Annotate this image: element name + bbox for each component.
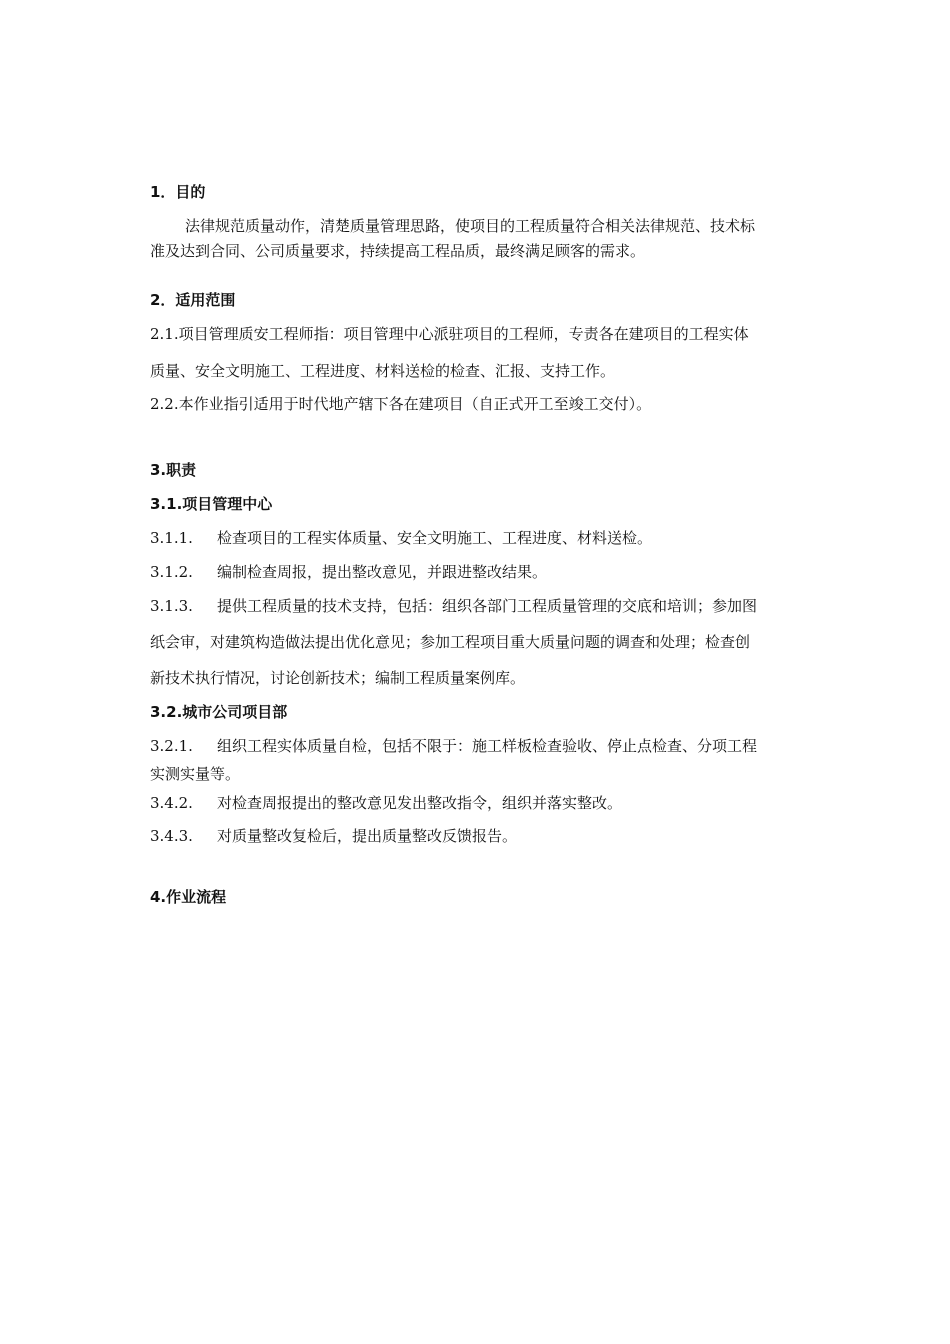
item-3-2-1-line-2: 实测实量等。	[150, 765, 241, 783]
item-number: 3.4.3.	[150, 827, 193, 845]
item-text: 编制检查周报，提出整改意见，并跟进整改结果。	[217, 563, 548, 581]
item-text: 检查项目的工程实体质量、安全文明施工、工程进度、材料送检。	[217, 529, 653, 547]
item-3-1-3-line-3: 新技术执行情况，讨论创新技术；编制工程质量案例库。	[150, 669, 526, 687]
item-2-2: 2.2.本作业指引适用于时代地产辖下各在建项目（自正式开工至竣工交付）。	[150, 395, 652, 413]
item-number: 3.1.1.	[150, 529, 193, 547]
subsection-3-1-heading: 3.1.项目管理中心	[150, 495, 273, 513]
item-text: 对质量整改复检后，提出质量整改反馈报告。	[217, 827, 518, 845]
item-2-1-line-2: 质量、安全文明施工、工程进度、材料送检的检查、汇报、支持工作。	[150, 362, 616, 380]
item-text: 组织工程实体质量自检，包括不限于：施工样板检查验收、停止点检查、分项工程	[217, 737, 758, 755]
section-3-heading: 3.职责	[150, 461, 197, 479]
subsection-3-2-heading: 3.2.城市公司项目部	[150, 703, 288, 721]
item-number: 3.1.2.	[150, 563, 193, 581]
item-number: 3.2.1.	[150, 737, 193, 755]
item-number: 3.1.3.	[150, 597, 193, 615]
item-3-1-1	[150, 528, 652, 548]
section-2-heading: 2．适用范围	[150, 291, 236, 309]
section-1-heading: 1．目的	[150, 183, 206, 201]
section-1-paragraph-line-2: 准及达到合同、公司质量要求，持续提高工程品质，最终满足顾客的需求。	[150, 242, 646, 260]
item-text: 对检查周报提出的整改意见发出整改指令，组织并落实整改。	[217, 794, 623, 812]
item-3-1-3-line-1	[150, 596, 757, 616]
item-3-1-2	[150, 562, 547, 582]
item-2-1-line-1: 2.1.项目管理质安工程师指：项目管理中心派驻项目的工程师，专责各在建项目的工程实体	[150, 325, 749, 343]
section-4-heading: 4.作业流程	[150, 888, 227, 906]
item-text: 提供工程质量的技术支持，包括：组织各部门工程质量管理的交底和培训；参加图	[217, 597, 758, 615]
section-1-paragraph-line-1: 法律规范质量动作，清楚质量管理思路，使项目的工程质量符合相关法律规范、技术标	[185, 217, 756, 235]
item-3-1-3-line-2: 纸会审，对建筑构造做法提出优化意见；参加工程项目重大质量问题的调查和处理；检查创	[150, 633, 751, 651]
item-3-2-1-line-1	[150, 736, 757, 756]
item-3-4-2	[150, 793, 622, 813]
item-3-4-3	[150, 826, 517, 846]
item-number: 3.4.2.	[150, 794, 193, 812]
